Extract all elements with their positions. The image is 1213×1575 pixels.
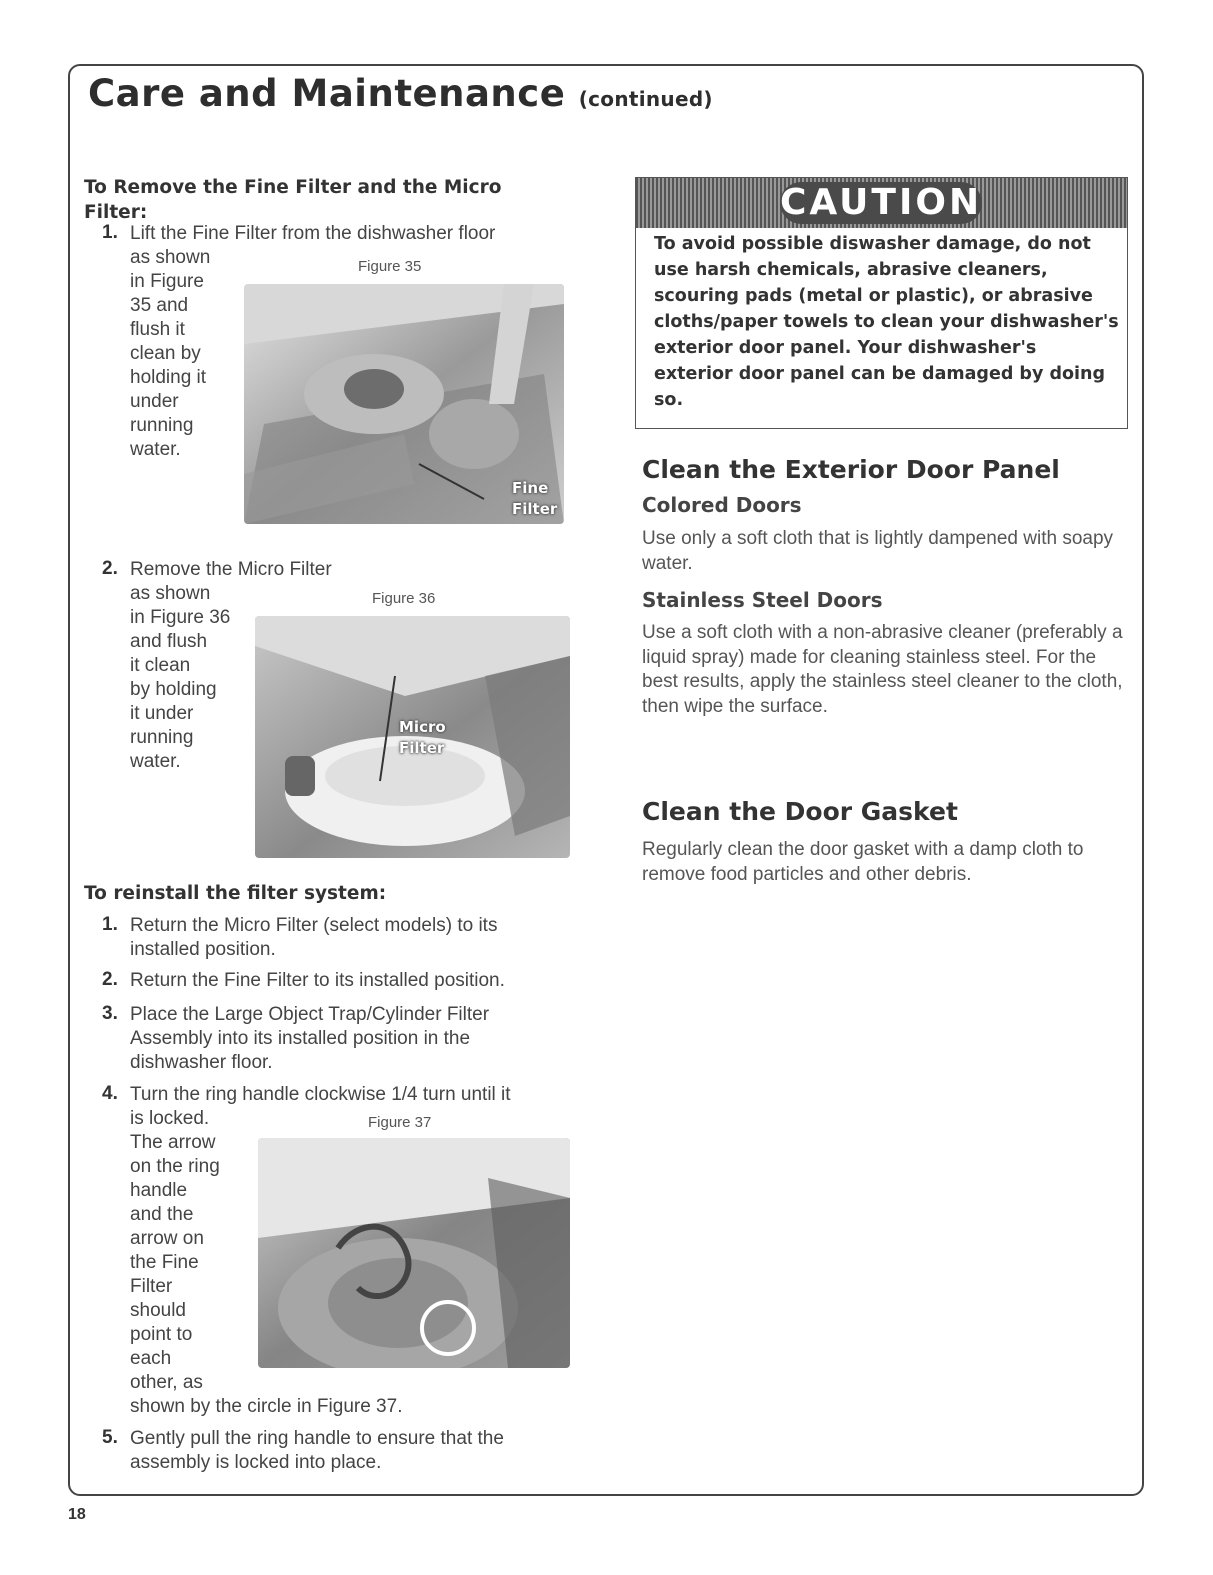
reinstall-step4-line: Turn the ring handle clockwise 1/4 turn until it	[130, 1084, 511, 1105]
step2-line: running	[130, 727, 194, 748]
step1-line: in Figure	[130, 271, 204, 292]
step1-number: 1.	[102, 222, 118, 243]
reinstall-step4-line: each	[130, 1348, 172, 1369]
reinstall-step2-line: Return the Fine Filter to its installed position.	[130, 970, 505, 991]
reinstall-step4-line: and the	[130, 1204, 194, 1225]
stainless-doors-text: Use a soft cloth with a non-abrasive cleaner (preferably a liquid spray) made for cleaning stainless steel. For the best results, apply the stainless steel cleaner to the cloth, then wipe the surface.	[642, 622, 1123, 717]
callout-line: Filter	[512, 500, 558, 518]
micro-filter-callout	[399, 717, 446, 759]
reinstall-step3-line: dishwasher floor.	[130, 1052, 273, 1073]
reinstall-step5-line: Gently pull the ring handle to ensure that the	[130, 1428, 504, 1449]
page-title	[88, 72, 713, 115]
reinstall-step4-line: shown by the circle in Figure 37.	[130, 1396, 403, 1417]
figure-37-label: Figure 37	[368, 1114, 432, 1131]
stainless-doors-heading: Stainless Steel Doors	[642, 588, 883, 612]
reinstall-step5-line: assembly is locked into place.	[130, 1452, 382, 1473]
caution-badge: CAUTION	[780, 182, 983, 223]
callout-line: Micro	[399, 718, 446, 736]
reinstall-step1-line: Return the Micro Filter (select models) to its	[130, 915, 498, 936]
reinstall-step4-line: arrow on	[130, 1228, 204, 1249]
reinstall-step4-line: Filter	[130, 1276, 173, 1297]
step2-line: by holding	[130, 679, 217, 700]
reinstall-heading: To reinstall the filter system:	[84, 883, 387, 904]
step1-line: holding it	[130, 367, 207, 388]
reinstall-step3-line: Place the Large Object Trap/Cylinder Filter	[130, 1004, 490, 1025]
step1-line: 35 and	[130, 295, 189, 316]
colored-doors-heading: Colored Doors	[642, 493, 802, 517]
step1-line: Lift the Fine Filter from the dishwasher floor	[130, 223, 496, 244]
step2-line: in Figure 36	[130, 607, 231, 628]
remove-heading-line2: Filter:	[84, 202, 148, 223]
reinstall-step4-number: 4.	[102, 1083, 118, 1104]
step1-line: clean by	[130, 343, 201, 364]
step1-line: running	[130, 415, 194, 436]
reinstall-step2-number: 2.	[102, 969, 118, 990]
reinstall-step1-line: installed position.	[130, 939, 276, 960]
step1-line: water.	[130, 439, 181, 460]
step2-line: it clean	[130, 655, 191, 676]
reinstall-step4-line: the Fine	[130, 1252, 199, 1273]
gasket-text: Regularly clean the door gasket with a damp cloth to remove food particles and other debris.	[642, 839, 1084, 885]
step2-line: it under	[130, 703, 194, 724]
figure-35-label: Figure 35	[358, 258, 422, 275]
figure-37-photo	[258, 1138, 570, 1368]
figure-36-label: Figure 36	[372, 590, 436, 607]
page-number: 18	[68, 1506, 86, 1523]
reinstall-step4-line: other, as	[130, 1372, 203, 1393]
reinstall-step4-line: is locked.	[130, 1108, 210, 1129]
reinstall-step4-line: on the ring	[130, 1156, 220, 1177]
reinstall-step4-line: The arrow	[130, 1132, 216, 1153]
reinstall-step3-line: Assembly into its installed position in the	[130, 1028, 471, 1049]
step2-line: and flush	[130, 631, 208, 652]
caution-text: To avoid possible diswasher damage, do not use harsh chemicals, abrasive cleaners, scouring pads (metal or plastic), or abrasive cloths/paper towels to clean your dishwasher's exterior door panel. Your dishwasher's exterior door panel can be damaged by doing so.	[654, 234, 1119, 410]
gasket-heading: Clean the Door Gasket	[642, 797, 958, 826]
callout-line: Filter	[399, 739, 445, 757]
reinstall-step4-line: should	[130, 1300, 186, 1321]
reinstall-step5-number: 5.	[102, 1427, 118, 1448]
step1-line: flush it	[130, 319, 185, 340]
reinstall-step1-number: 1.	[102, 914, 118, 935]
fine-filter-callout	[512, 478, 557, 520]
step2-line: water.	[130, 751, 181, 772]
colored-doors-text: Use only a soft cloth that is lightly dampened with soapy water.	[642, 528, 1114, 574]
step2-number: 2.	[102, 558, 118, 579]
step1-line: under	[130, 391, 179, 412]
caution-box	[635, 177, 1128, 429]
remove-heading-line1: To Remove the Fine Filter and the Micro	[84, 177, 502, 198]
reinstall-step4-line: point to	[130, 1324, 193, 1345]
exterior-heading: Clean the Exterior Door Panel	[642, 455, 1060, 484]
reinstall-step3-number: 3.	[102, 1003, 118, 1024]
step2-line: as shown	[130, 583, 211, 604]
title-text: Care and Maintenance	[88, 72, 566, 115]
caution-bar	[636, 178, 1127, 228]
callout-line: Fine	[512, 479, 549, 497]
step2-line: Remove the Micro Filter	[130, 559, 332, 580]
title-continued: (continued)	[578, 87, 713, 111]
remove-heading	[84, 175, 501, 225]
reinstall-step4-line: handle	[130, 1180, 188, 1201]
step1-line: as shown	[130, 247, 211, 268]
